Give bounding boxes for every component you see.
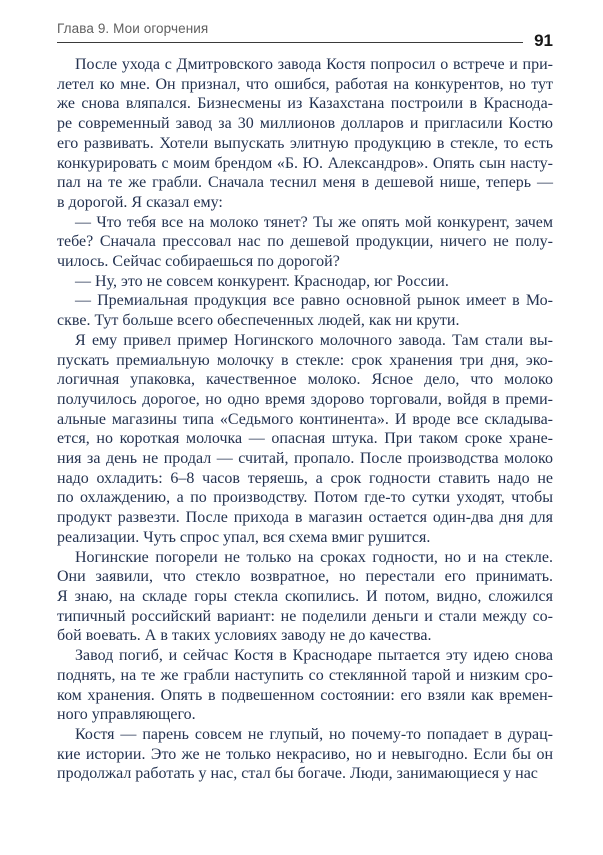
- text-line: поднять, на те же грабли наступить со стеклянной тарой и низким сро-: [57, 666, 553, 684]
- header-rule: [57, 20, 523, 43]
- text-line: чилось. Сейчас собираешься по дорогой?: [57, 253, 340, 271]
- text-line: После ухода с Дмитровского завода Костя попросил о встрече и при-: [75, 56, 553, 73]
- text-line: получилось дорогое, но одно время здорово торговали, войдя в преми-: [57, 390, 553, 408]
- text-line: продукт развезти. После прихода в магазин остается один-два дня для: [57, 509, 553, 527]
- text-line: ного управляющего.: [57, 706, 196, 724]
- text-line: — Премиальная продукция все равно основной рынок имеет в Мо-: [75, 292, 553, 310]
- text-line: пускать премиальную молочку в стекле: срок хранения три дня, эко-: [57, 351, 553, 369]
- text-line: его развивать. Хотели выпускать элитную продукцию в стекле, то есть: [57, 134, 553, 152]
- text-line: летел ко мне. Он признал, что ошибся, работая на конкурентов, но тут: [57, 75, 553, 93]
- text-line: — Ну, это не совсем конкурент. Краснодар, юг России.: [75, 272, 449, 290]
- text-line: Завод погиб, и сейчас Костя в Краснодаре пытается эту идею снова: [75, 647, 553, 665]
- text-line: в дорогой. Я сказал ему:: [57, 193, 223, 211]
- text-line: Они заявили, что стекло возвратное, но перестали его принимать.: [57, 568, 553, 586]
- text-line: ре современный завод за 30 миллионов долларов и пригласили Костю: [57, 115, 553, 133]
- text-line: — Что тебя все на молоко тянет? Ты же опять мой конкурент, зачем: [75, 213, 553, 231]
- text-line: ком хранения. Опять в подвешенном состоянии: его взяли как времен-: [57, 686, 553, 704]
- page-number: 91: [534, 31, 553, 50]
- text-column: [57, 55, 553, 784]
- text-line: бой воевать. А в таких условиях заводу не до качества.: [57, 627, 432, 645]
- text-line: Я знаю, на складе горы стекла скопились. И потом, видно, сложился: [57, 587, 553, 605]
- text-line: пал на те же грабли. Сначала теснил меня в дешевой нише, теперь —: [57, 174, 553, 192]
- text-line: надо охладить: 6–8 часов теряешь, а срок годности ставить надо не: [57, 469, 553, 487]
- text-line: типичный российский вариант: не поделили деньги и стали между со-: [57, 607, 553, 625]
- chapter-title: Глава 9. Мои огорчения: [57, 21, 209, 36]
- text-line: по охлаждению, а по производству. Потом где-то сутки уходят, чтобы: [57, 489, 553, 507]
- text-line: Костя — парень совсем не глупый, но почему-то попадает в дурац-: [75, 725, 553, 743]
- running-head: [57, 20, 553, 50]
- text-line: кие истории. Это же не только некрасиво, но и невыгодно. Если бы он: [57, 745, 553, 763]
- text-line: продолжал работать у нас, стал бы богаче. Люди, занимающиеся у нас: [57, 765, 538, 783]
- text-line: же снова вляпался. Бизнесмены из Казахстана построили в Краснода-: [57, 95, 553, 113]
- text-line: тебе? Сначала прессовал нас по дешевой продукции, ничего не полу-: [57, 233, 553, 251]
- text-line: Я ему привел пример Ногинского молочного завода. Там стали вы-: [75, 331, 553, 349]
- text-line: логичная упаковка, качественное молоко. Ясное дело, что молоко: [57, 371, 553, 389]
- text-line: Ногинские погорели не только на сроках годности, но и на стекле.: [75, 548, 553, 566]
- text-line: ется, но короткая молочка — опасная штука. При таком сроке хране-: [57, 430, 553, 448]
- text-line: ния за день не продал — считай, пропало. После производства молоко: [57, 450, 553, 468]
- text-line: скве. Тут больше всего обеспеченных людей, как ни крути.: [57, 312, 460, 330]
- text-line: реализации. Чуть спрос упал, вся схема вмиг рушится.: [57, 528, 431, 546]
- text-line: конкурировать с моим брендом «Б. Ю. Александров». Опять сын насту-: [57, 154, 553, 172]
- text-line: альные магазины типа «Седьмого континента». И вроде все складыва-: [57, 410, 553, 428]
